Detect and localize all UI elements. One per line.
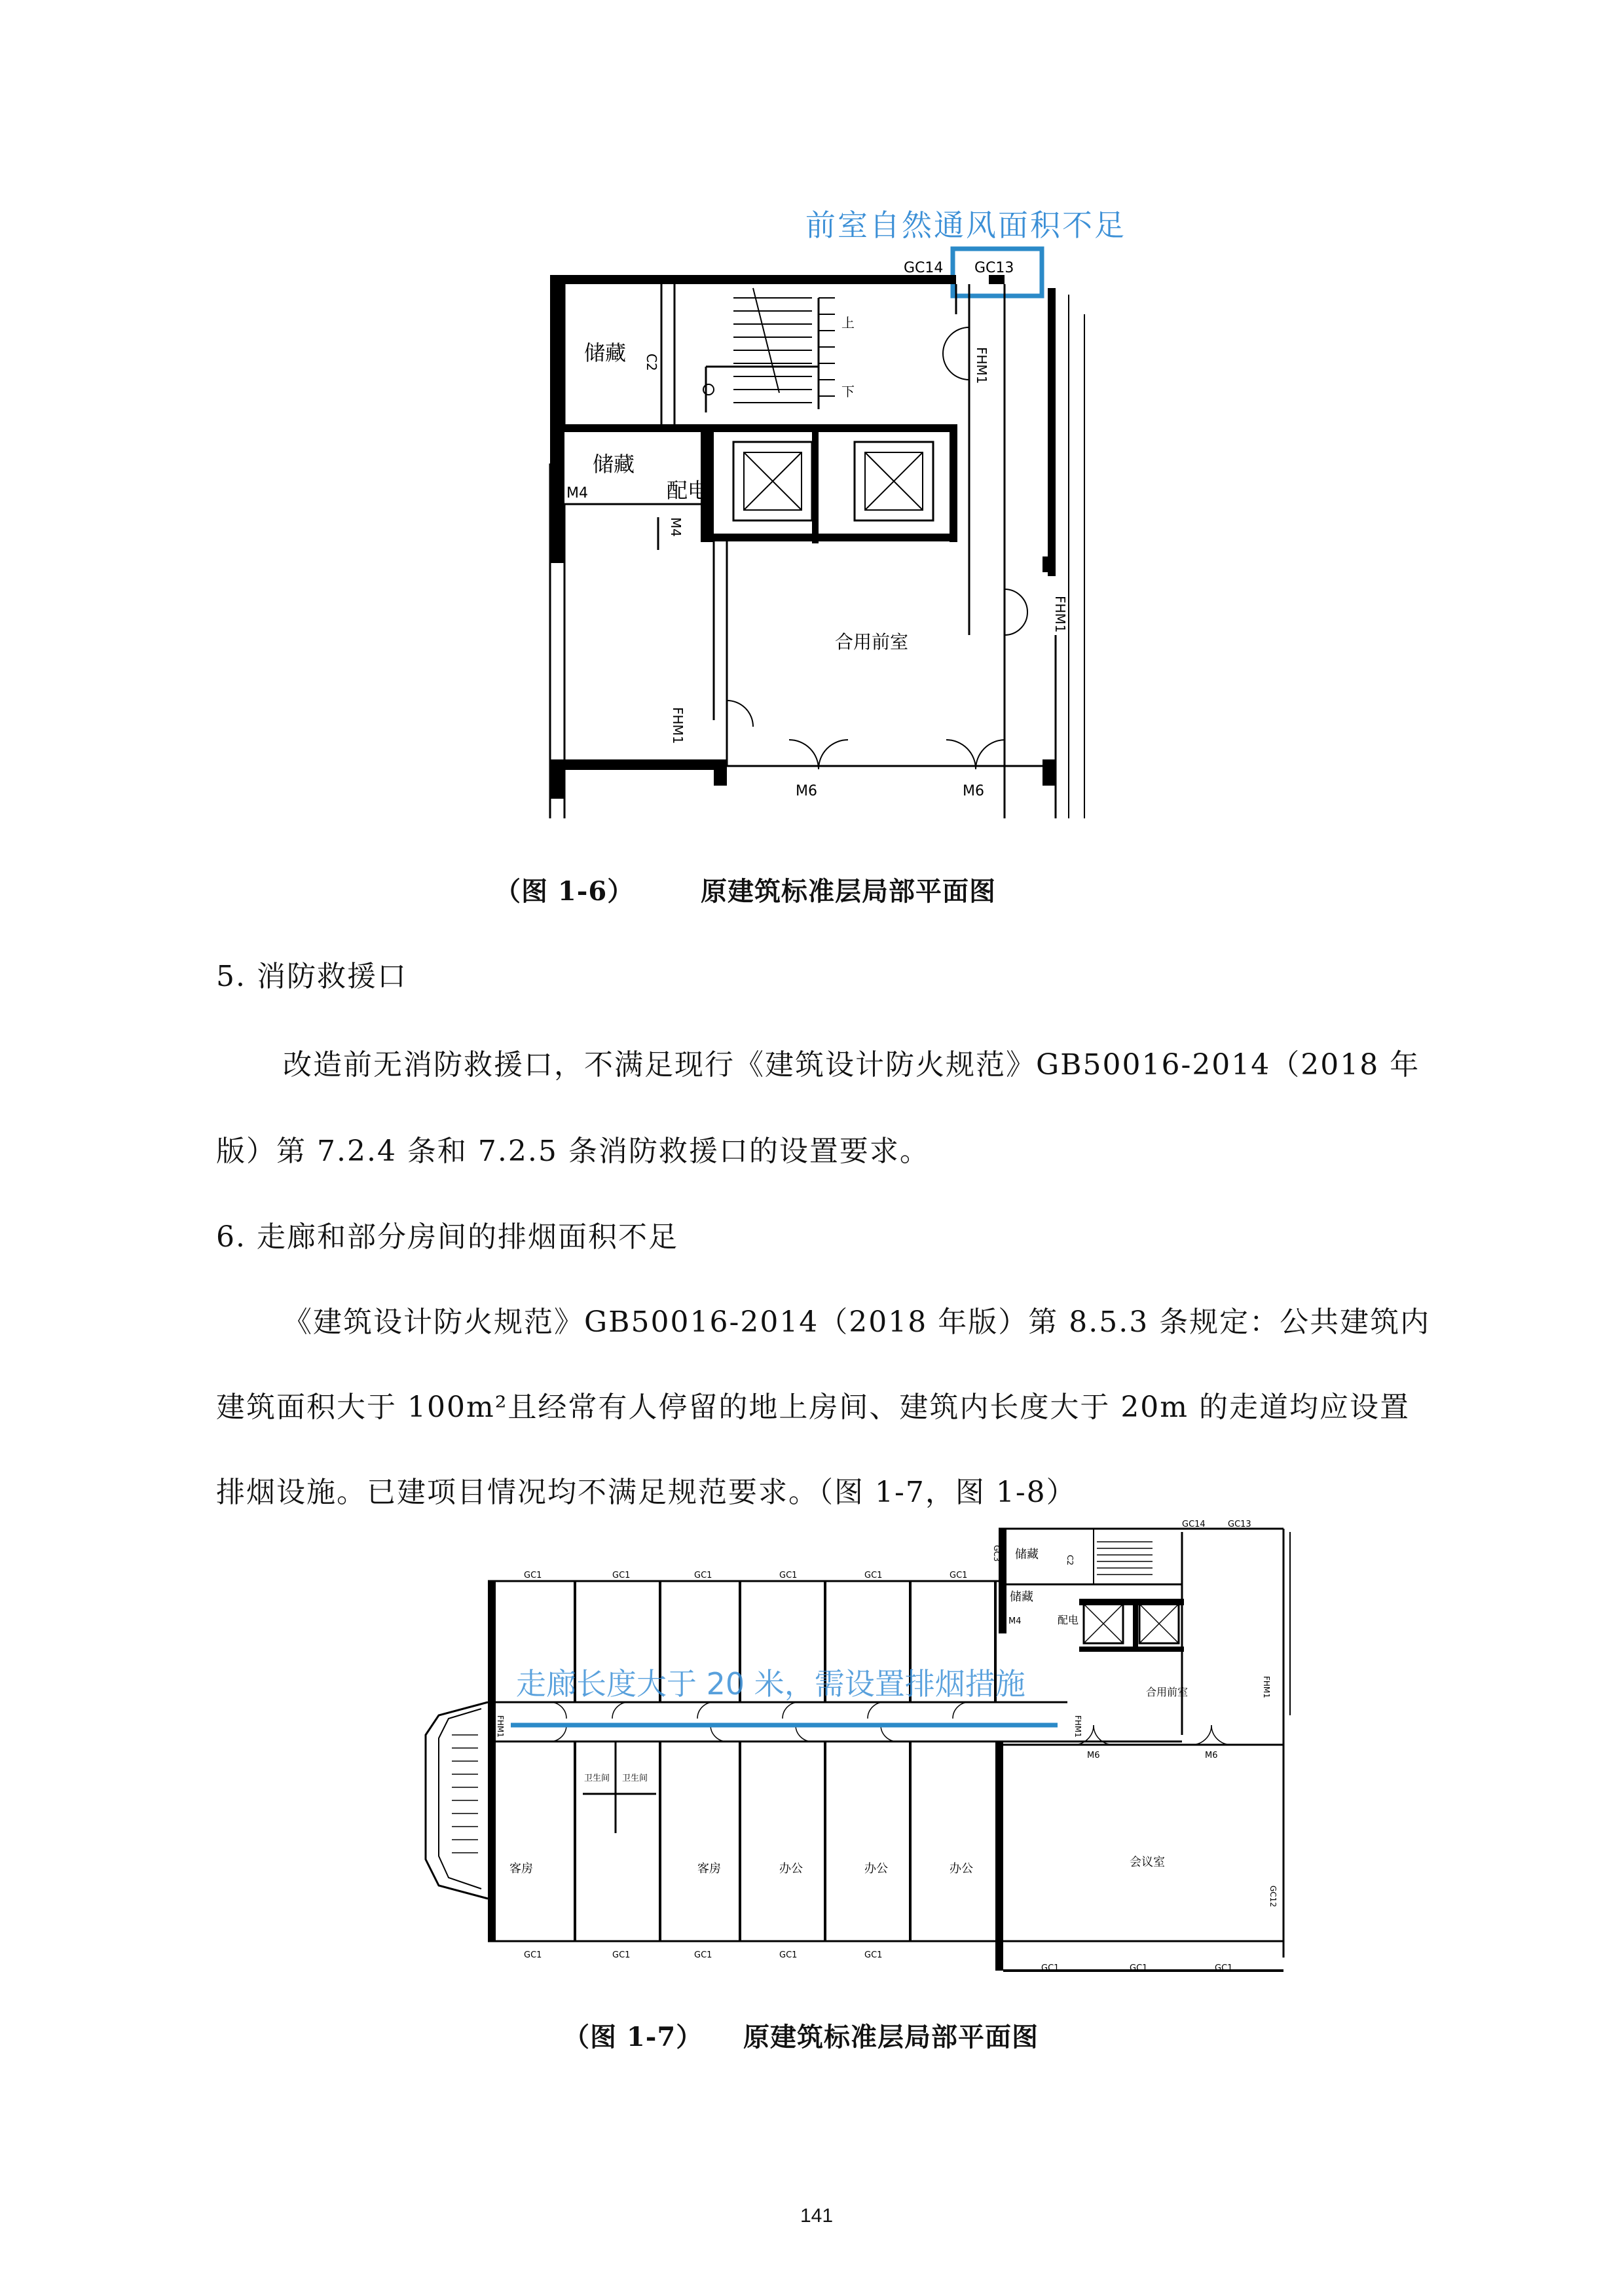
label-office-2: 办公 xyxy=(864,1862,888,1876)
label-m6-a: M6 xyxy=(796,783,817,799)
stair-graphic xyxy=(703,288,835,412)
label-gc1-top-3: GC1 xyxy=(694,1571,712,1580)
label-down: 下 xyxy=(841,384,855,399)
label-gc1-bottom-3: GC1 xyxy=(694,1950,712,1960)
label-gc12: GC12 xyxy=(1268,1886,1278,1907)
label-power: 配电 xyxy=(667,478,709,503)
label-fhm1-c: FHM1 xyxy=(496,1715,505,1738)
label-gc1-bottom-6: GC1 xyxy=(1041,1963,1060,1973)
label-lobby: 合用前室 xyxy=(835,631,909,653)
label-guest-room-1: 客房 xyxy=(509,1862,533,1876)
label-meeting-room: 会议室 xyxy=(1130,1855,1165,1869)
label-gc14: GC14 xyxy=(904,260,944,276)
label-storage-1: 储藏 xyxy=(584,340,627,365)
section-6-heading: 6. 走廊和部分房间的排烟面积不足 xyxy=(216,1220,678,1254)
label-office-3: 办公 xyxy=(950,1862,973,1876)
elevator-left xyxy=(733,442,812,520)
section-6-line-2: 建筑面积大于 100m²且经常有人停留的地上房间、建筑内长度大于 20m 的走道均应设置 xyxy=(216,1391,1411,1424)
label-gc1-top-5: GC1 xyxy=(864,1571,883,1580)
label-storage-2: 储藏 xyxy=(593,452,635,477)
label-storage-1: 储藏 xyxy=(1015,1548,1039,1561)
label-c2: C2 xyxy=(644,354,659,371)
section-5-heading: 5. 消防救援口 xyxy=(216,960,407,993)
label-m4-b: M4 xyxy=(668,517,684,537)
label-fhm1-b: FHM1 xyxy=(1073,1715,1082,1738)
label-m6-b: M6 xyxy=(1205,1751,1218,1760)
label-guest-room-2: 客房 xyxy=(697,1862,721,1876)
label-office-1: 办公 xyxy=(779,1862,803,1876)
label-toilet-1: 卫生间 xyxy=(584,1774,610,1783)
elevator-right xyxy=(855,442,933,520)
figure-1-6-annotation: 前室自然通风面积不足 xyxy=(805,208,1126,243)
label-gc1-top-6: GC1 xyxy=(950,1571,968,1580)
label-fhm1-a: FHM1 xyxy=(1262,1676,1271,1698)
label-lobby: 合用前室 xyxy=(1146,1686,1189,1698)
label-c2: C2 xyxy=(1065,1555,1075,1566)
figure-1-7-annotation: 走廊长度大于 20 米，需设置排烟措施 xyxy=(516,1666,1025,1702)
label-m6-b: M6 xyxy=(963,783,984,799)
figure-1-7-caption-title: 原建筑标准层局部平面图 xyxy=(743,2022,1039,2052)
label-gc1-top-4: GC1 xyxy=(779,1571,798,1580)
section-6-line-3: 排烟设施。已建项目情况均不满足规范要求。（图 1-7，图 1-8） xyxy=(216,1476,1077,1509)
label-gc1-top-1: GC1 xyxy=(524,1571,542,1580)
label-fhm1-c: FHM1 xyxy=(670,707,686,744)
label-storage-2: 储藏 xyxy=(1010,1590,1033,1604)
label-power: 配电 xyxy=(1058,1614,1079,1626)
section-6-line-1: 《建筑设计防火规范》GB50016-2014（2018 年版）第 8.5.3 条规定：公共建筑内 xyxy=(283,1305,1431,1339)
label-gc13: GC13 xyxy=(1228,1520,1251,1529)
label-m4-a: M4 xyxy=(566,485,588,501)
figure-1-7-caption-number: （图 1-7） xyxy=(563,2022,703,2052)
page-number: 141 xyxy=(800,2205,834,2227)
label-gc1-bottom-4: GC1 xyxy=(779,1950,798,1960)
label-fhm1-a: FHM1 xyxy=(974,347,989,384)
label-gc1-bottom-2: GC1 xyxy=(612,1950,631,1960)
label-gc1-bottom-5: GC1 xyxy=(864,1950,883,1960)
label-gc1-bottom-1: GC1 xyxy=(524,1950,542,1960)
label-gc13: GC13 xyxy=(974,260,1014,276)
label-fhm1-b: FHM1 xyxy=(1052,596,1068,633)
figure-1-7-floor-plan xyxy=(413,1519,1310,1977)
figure-1-6-caption-title: 原建筑标准层局部平面图 xyxy=(701,876,996,907)
label-m6-a: M6 xyxy=(1087,1751,1100,1760)
label-up: 上 xyxy=(841,315,855,331)
label-gc1-bottom-8: GC1 xyxy=(1215,1963,1233,1973)
label-m4: M4 xyxy=(1008,1616,1022,1626)
section-5-line-2: 版）第 7.2.4 条和 7.2.5 条消防救援口的设置要求。 xyxy=(216,1135,930,1168)
label-gc14: GC14 xyxy=(1182,1520,1206,1529)
section-5-line-1: 改造前无消防救援口，不满足现行《建筑设计防火规范》GB50016-2014（2018 年 xyxy=(283,1048,1420,1082)
figure-1-6-floor-plan xyxy=(537,242,1100,818)
label-toilet-2: 卫生间 xyxy=(622,1774,648,1783)
label-gc1-bottom-7: GC1 xyxy=(1130,1963,1148,1973)
figure-1-6-caption-number: （图 1-6） xyxy=(494,876,635,907)
label-gc3: GC3 xyxy=(992,1545,1001,1562)
label-gc1-top-2: GC1 xyxy=(612,1571,631,1580)
